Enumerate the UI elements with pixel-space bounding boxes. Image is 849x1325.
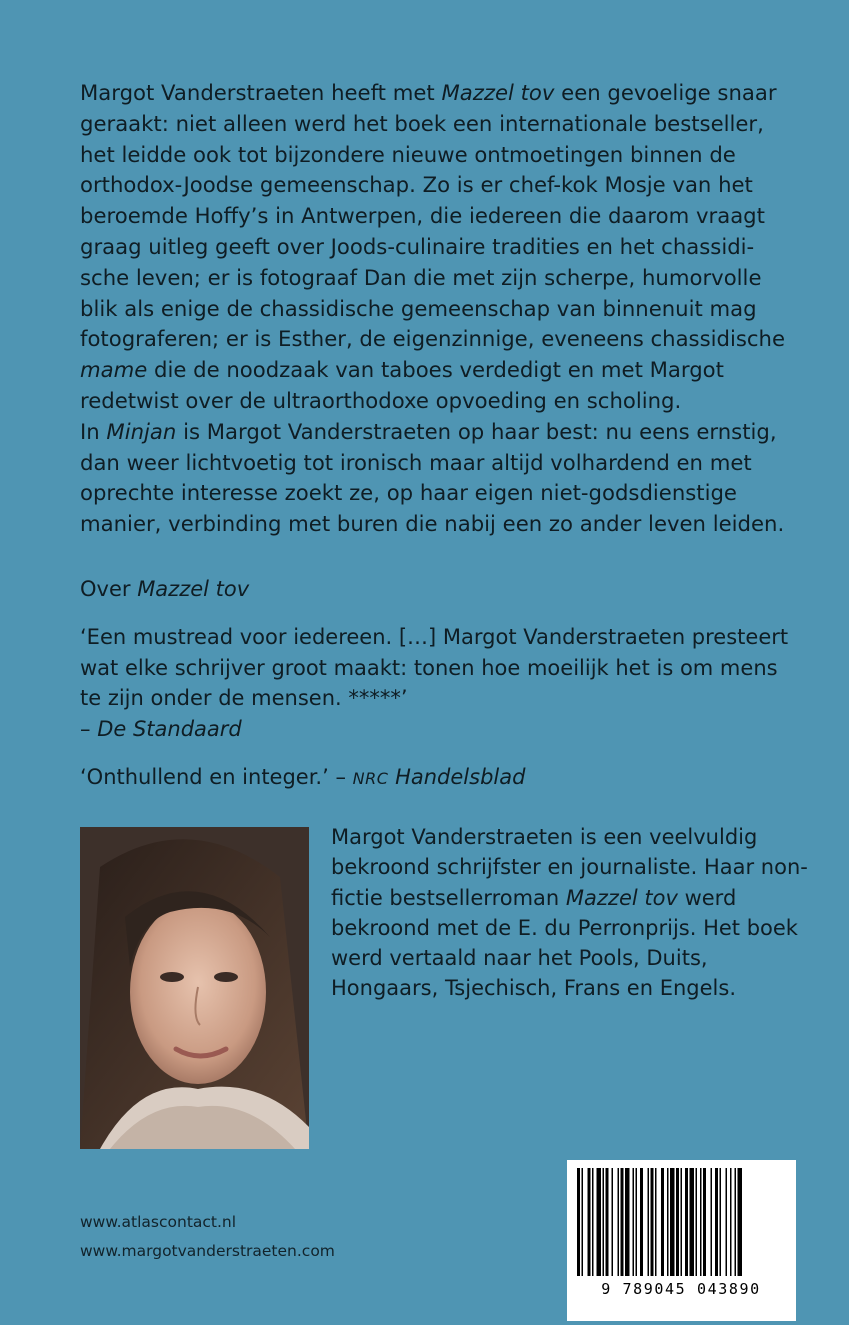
author-website-link[interactable]: www.margotvanderstraeten.com	[80, 1242, 335, 1260]
barcode-bar	[625, 1168, 630, 1276]
barcode-bar	[703, 1168, 706, 1276]
review-source	[80, 714, 800, 745]
barcode-bar	[726, 1168, 728, 1276]
reviews-heading	[80, 574, 249, 604]
author-photo	[80, 827, 309, 1149]
barcode-bar	[633, 1168, 635, 1276]
barcode-bar	[597, 1168, 602, 1276]
barcode-bar	[618, 1168, 620, 1276]
barcode-bar	[670, 1168, 675, 1276]
back-cover-blurb	[80, 78, 800, 540]
bio-text: werd bekroond met de E. du Perronprijs. Het boek werd vertaald naar het Pools, Duits, Hongaars, Tsjechisch, Frans en Engels.	[331, 885, 798, 1001]
barcode-bar	[636, 1168, 638, 1276]
barcode-bar	[588, 1168, 591, 1276]
barcode-bar	[681, 1168, 683, 1276]
barcode-bar	[592, 1168, 594, 1276]
review-dash: –	[80, 716, 98, 741]
barcode-bar	[738, 1168, 743, 1276]
barcode-bar	[655, 1168, 657, 1276]
isbn-digits: 9 789045 043890	[601, 1280, 761, 1298]
website-links	[80, 1208, 335, 1266]
book-title-mazzel-tov: Mazzel tov	[441, 80, 555, 105]
barcode-bar	[730, 1168, 732, 1276]
barcode-bar	[711, 1168, 713, 1276]
word-mame: mame	[80, 357, 148, 383]
author-bio	[331, 822, 811, 1004]
author-portrait-illustration	[80, 827, 309, 1149]
blurb-text: een gevoelige snaar geraakt: niet alleen werd het boek een internationale bestseller, het leidde ook tot bijzondere nieuwe ontmoetingen binnen de orthodox-Joodse gemeenschap. Zo is er chef-kok Mosje van het beroemde Hoffy’s in Antwerpen, die iedereen die daarom vraagt graag uitleg geeft over Joods-culinaire tradities en het chassidi-sche leven; er is fotograaf Dan die met zijn scherpe, humorvolle blik als enige de chassidische gemeenschap van binnenuit mag fotograferen; er is Esther, de eigenzinnige, eveneens chassidische	[80, 80, 786, 352]
review-quote-nrc	[80, 762, 525, 794]
blurb-text: is Margot Vanderstraeten op haar best: nu eens ernstig, dan weer lichtvoetig tot ironisch maar altijd volhardend en met oprechte interesse zoekt ze, op haar eigen niet-godsdienstige manier, verbinding met buren die nabij een zo ander leven leiden.	[80, 418, 785, 537]
barcode-bar	[612, 1168, 614, 1276]
barcode-bar	[621, 1168, 624, 1276]
barcode-bar	[577, 1168, 580, 1276]
barcode-bar	[582, 1168, 584, 1276]
barcode-bar	[667, 1168, 669, 1276]
barcode-bar	[685, 1168, 688, 1276]
review-source-name: De Standaard	[97, 716, 242, 741]
bio-text: Margot Vanderstraeten is een veelvuldig bekroond schrijfster en journaliste. Haar non-fictie bestsellerroman	[331, 825, 808, 910]
barcode-bar	[661, 1168, 664, 1276]
blurb-text: In	[80, 418, 107, 444]
review-source-name: Handelsblad	[388, 765, 526, 789]
book-title-mazzel-tov: Mazzel tov	[565, 885, 678, 910]
book-title-minjan: Minjan	[106, 418, 177, 444]
barcode-bar	[651, 1168, 654, 1276]
barcode-bar	[735, 1168, 737, 1276]
review-source-nrc: NRC	[352, 769, 389, 788]
blurb-paragraph-2	[80, 417, 800, 540]
review-quote-standaard	[80, 622, 800, 744]
barcode-bar	[640, 1168, 643, 1276]
blurb-text: Margot Vanderstraeten heeft met	[80, 80, 442, 105]
barcode-bar	[720, 1168, 722, 1276]
blurb-text: die de noodzaak van taboes verdedigt en met Margot redetwist over de ultraorthodoxe opvoeding en scholing.	[80, 357, 724, 413]
barcode-bar	[606, 1168, 609, 1276]
publisher-link[interactable]: www.atlascontact.nl	[80, 1213, 237, 1231]
barcode-bar	[690, 1168, 695, 1276]
barcode-bar	[700, 1168, 702, 1276]
reviews-heading-prefix: Over	[80, 577, 138, 601]
barcode-bar	[603, 1168, 605, 1276]
barcode-bar	[676, 1168, 679, 1276]
review-text: ‘Een mustread voor iedereen. […] Margot Vanderstraeten presteert wat elke schrijver groot maakt: tonen hoe moeilijk het is om mens te zijn onder de mensen. *****’	[80, 625, 789, 710]
barcode-bar	[696, 1168, 698, 1276]
blurb-paragraph-1	[80, 78, 800, 417]
barcode-bar	[648, 1168, 650, 1276]
review-text: ‘Onthullend en integer.’ –	[80, 765, 353, 789]
reviews-heading-title: Mazzel tov	[137, 577, 250, 601]
barcode-bar	[715, 1168, 718, 1276]
